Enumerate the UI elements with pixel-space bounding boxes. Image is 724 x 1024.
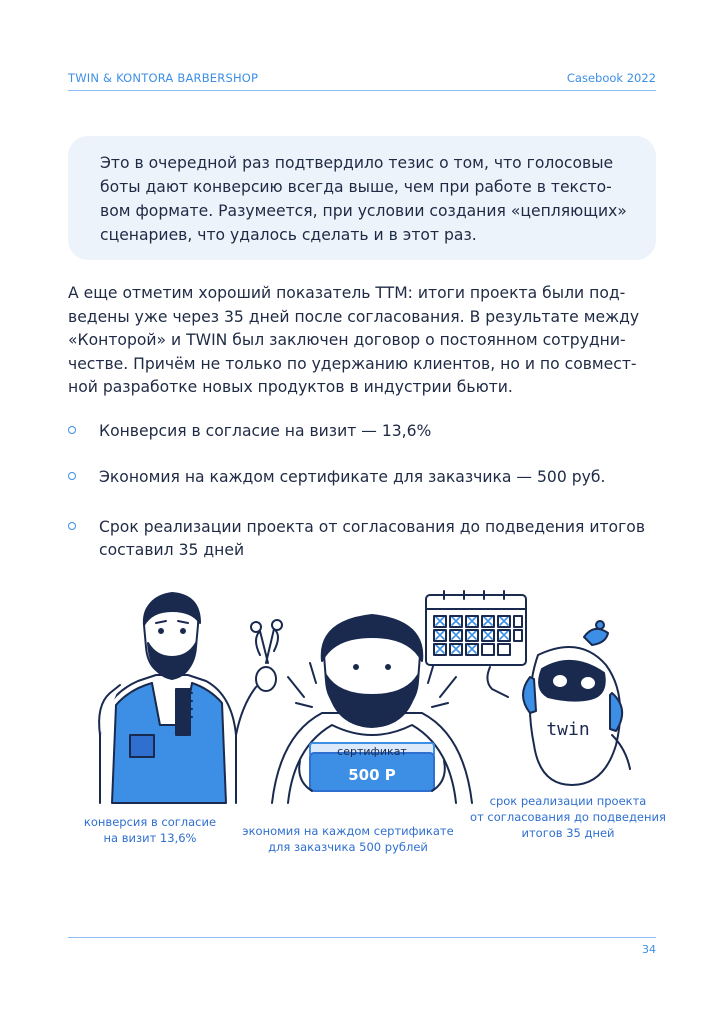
header-edition: Casebook 2022 <box>566 71 656 85</box>
caption-line: срок реализации проекта <box>489 794 647 808</box>
bullet-text: Конверсия в согласие на визит — 13,6% <box>99 422 432 440</box>
bullet-line: составил 35 дней <box>99 541 245 559</box>
bullet-text: Экономия на каждом сертификате для заказчика — 500 руб. <box>99 468 606 486</box>
bullet-text <box>99 516 669 562</box>
calendar-illustration <box>426 591 526 665</box>
callout-line: вом формате. Разумеется, при условии создания «цепляющих» <box>100 202 627 220</box>
callout-line: сценариев, что удалось сделать и в этот раз. <box>100 226 477 244</box>
caption-line: для заказчика 500 рублей <box>268 840 428 854</box>
header-title: TWIN & KONTORA BARBERSHOP <box>68 71 259 85</box>
callout-line: Это в очередной раз подтвердило тезис о том, что голосовые <box>100 154 614 172</box>
robot-logo-text: twin <box>546 719 590 740</box>
caption-line: экономия на каждом сертификате <box>242 824 454 838</box>
callout-line: боты дают конверсию всегда выше, чем при работе в тексто- <box>100 178 612 196</box>
paragraph-line: А еще отметим хороший показатель TTM: итоги проекта были под- <box>68 284 626 302</box>
paragraph-line: ной разработке новых продуктов в индустрии бьюти. <box>68 378 513 396</box>
paragraph-line: ведены уже через 35 дней после согласования. В результате между <box>68 307 640 326</box>
paragraph-line: честве. Причём не только по удержанию клиентов, но и по совмест- <box>68 354 637 373</box>
bullet-circle-icon <box>68 472 76 480</box>
certificate-value: 500 Р <box>348 766 396 784</box>
caption-line: на визит 13,6% <box>103 831 197 845</box>
body-paragraph <box>68 282 668 400</box>
page-number: 34 <box>642 943 656 956</box>
bullet-line: Срок реализации проекта от согласования до подведения итогов <box>99 518 646 536</box>
caption-savings <box>228 823 468 855</box>
caption-line: конверсия в согласие <box>83 815 217 829</box>
header-divider <box>68 90 656 91</box>
illustration <box>60 585 670 810</box>
bullet-circle-icon <box>68 522 76 530</box>
caption-duration <box>462 793 674 841</box>
quote-callout <box>68 136 656 260</box>
barber-illustration <box>99 593 282 803</box>
callout-text <box>100 151 660 247</box>
footer-divider <box>68 937 656 938</box>
certificate-label: сертификат <box>337 745 407 758</box>
paragraph-line: «Конторой» и TWIN был заключен договор о постоянном сотрудни- <box>68 331 626 349</box>
caption-line: итогов 35 дней <box>521 826 615 840</box>
caption-conversion <box>60 814 240 846</box>
page-header <box>68 71 656 87</box>
bullet-circle-icon <box>68 426 76 434</box>
caption-line: от согласования до подведения <box>470 810 666 824</box>
